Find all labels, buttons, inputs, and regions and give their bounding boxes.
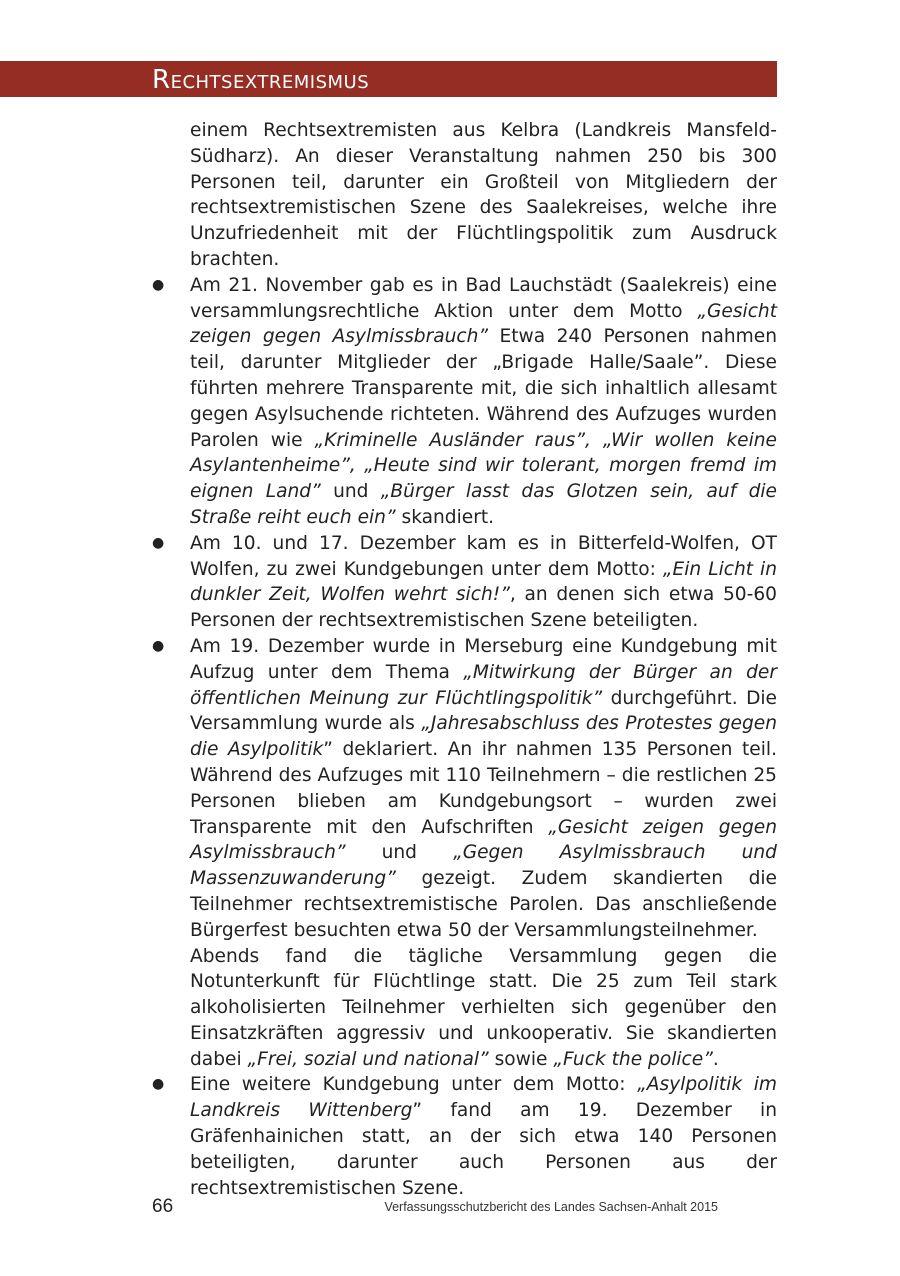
bullet-icon: ● [152,1076,165,1093]
list-item [152,531,777,634]
bullet-icon: ● [152,534,165,551]
list-item-text: Am 19. Dezember wurde in Merseburg eine Kundgebung mit Aufzug unter dem Thema „Mitwirkung der Bürger an der öffentlichen Meinung zur Flüchtlingspolitik” durchgeführt. Die Versammlung wurde als „Jahresabschluss des Protestes gegen die Asylpolitik” deklariert. An ihr nahmen 135 Personen teil. Während des Aufzuges mit 110 Teilnehmern – die restlichen 25 Personen blieben am Kundgebungsort – wurden zwei Transparente mit den Aufschriften „Gesicht zeigen gegen Asylmissbrauch” und „Gegen Asylmissbrauch und Massenzuwanderung” gezeigt. Zudem skandierten die Teilnehmer rechtsextremistische Parolen. Das anschließende Bürgerfest besuchten etwa 50 der Versammlungsteilnehmer. [190,635,778,941]
page-number: 66 [152,1196,174,1217]
list-item [152,1072,777,1201]
list-item-text: Am 10. und 17. Dezember kam es in Bitterfeld-Wolfen, OT Wolfen, zu zwei Kundgebungen unter dem Motto: „Ein Licht in dunkler Zeit, Wolfen wehrt sich!”, an denen sich etwa 50-60 Personen der rechtsextremistischen Szene beteiligten. [190,532,777,632]
list-item [152,273,777,531]
section-header-bar [0,61,777,97]
list-item-text-continued: Abends fand die tägliche Versammlung gegen die Notunterkunft für Flüchtlinge statt. Die 25 zum Teil stark alkoholisierten Teilnehmer verhielten sich gegenüber den Einsatzkräften aggressiv und unkooperativ. Sie skandierten dabei „Frei, sozial und national” sowie „Fuck the police”. [190,945,777,1070]
section-title: Rechtsextremismus [152,65,370,95]
body-text [152,118,778,1201]
bullet-icon: ● [152,637,165,654]
list-item [152,634,778,1073]
list-item-text: Am 21. November gab es in Bad Lauchstädt (Saalekreis) eine versammlungsrechtliche Aktion unter dem Motto „Gesicht zeigen gegen Asylmissbrauch” Etwa 240 Personen nahmen teil, darunter Mitglieder der „Brigade Halle/Saale”. Diese führten mehrere Transparente mit, die sich inhaltlich allesamt gegen Asylsuchende richteten. Während des Aufzuges wurden Parolen wie „Kriminelle Ausländer raus”, „Wir wollen keine Asylantenheime”, „Heute sind wir tolerant, morgen fremd im eignen Land” und „Bürger lasst das Glotzen sein, auf die Straße reiht euch ein” skandiert. [190,274,777,528]
bullet-icon: ● [152,276,165,293]
list-item-text: Eine weitere Kundgebung unter dem Motto: „Asylpolitik im Landkreis Wittenberg” fand am 19. Dezember in Gräfenhainichen statt, an der sich etwa 140 Personen beteiligten, darunter auch Personen aus der rechtsextremistischen Szene. [190,1074,777,1199]
publication-title: Verfassungsschutzbericht des Landes Sachsen-Anhalt 2015 [384,1200,718,1214]
intro-paragraph: einem Rechtsextremisten aus Kelbra (Landkreis Mansfeld-Südharz). An dieser Veranstaltung nahmen 250 bis 300 Personen teil, darunter ein Großteil von Mitgliedern der rechtsextremistischen Szene des Saalekreises, welche ihre Unzufriedenheit mit der Flüchtlingspolitik zum Ausdruck brachten. [190,120,777,270]
